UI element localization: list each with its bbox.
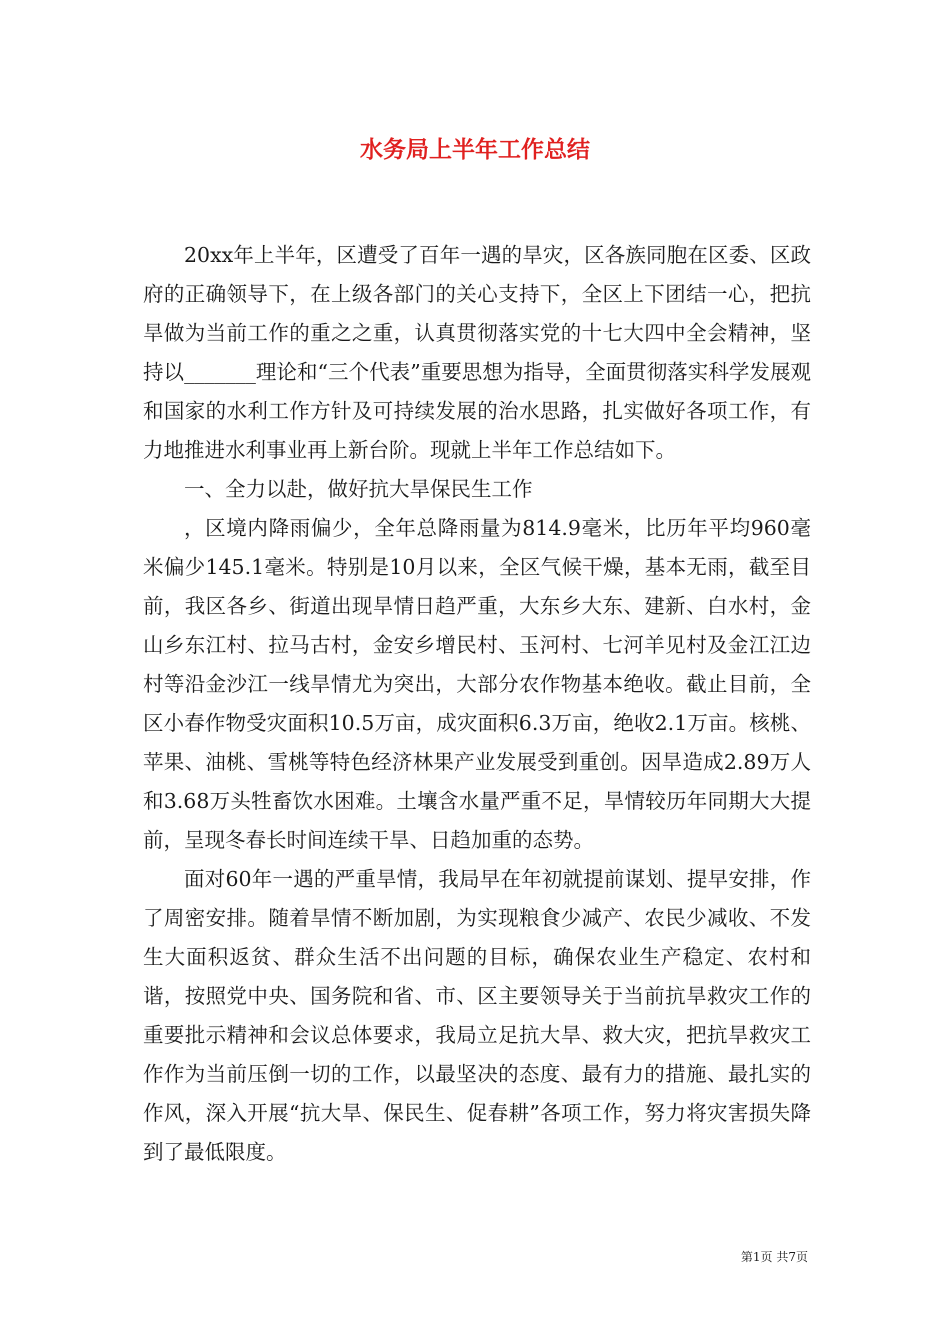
document-title: 水务局上半年工作总结 [360,136,590,163]
document-body [143,236,811,1172]
page-number-footer: 第1页 共7页 [740,1250,808,1264]
paragraph-response: 面对60年一遇的严重旱情，我局早在年初就提前谋划、提早安排，作了周密安排。随着旱情不断加剧，为实现粮食少减产、农民少减收、不发生大面积返贫、群众生活不出问题的目标，确保农业生产稳定、农村和谐，按照党中央、国务院和省、市、区主要领导关于当前抗旱救灾工作的重要批示精神和会议总体要求，我局立足抗大旱、救大灾，把抗旱救灾工作作为当前压倒一切的工作，以最坚决的态度、最有力的措施、最扎实的作风，深入开展“抗大旱、保民生、促春耕”各项工作，努力将灾害损失降到了最低限度。 [143,867,811,1164]
section-heading-1: 一、全力以赴，做好抗大旱保民生工作 [184,477,533,501]
paragraph-intro: 20xx年上半年，区遭受了百年一遇的旱灾，区各族同胞在区委、区政府的正确领导下，在上级各部门的关心支持下，全区上下团结一心，把抗旱做为当前工作的重之之重，认真贯彻落实党的十七大四中全会精神，坚持以_______理论和“三个代表”重要思想为指导，全面贯彻落实科学发展观和国家的水利工作方针及可持续发展的治水思路，扎实做好各项工作，有力地推进水利事业再上新台阶。现就上半年工作总结如下。 [143,243,811,462]
paragraph-drought-situation: ，区境内降雨偏少，全年总降雨量为814.9毫米，比历年平均960毫米偏少145.1毫米。特别是10月以来，全区气候干燥，基本无雨，截至目前，我区各乡、街道出现旱情日趋严重，大东乡大东、建新、白水村，金山乡东江村、拉马古村，金安乡增民村、玉河村、七河羊见村及金江江边村等沿金沙江一线旱情尤为突出，大部分农作物基本绝收。截止目前，全区小春作物受灾面积10.5万亩，成灾面积6.3万亩，绝收2.1万亩。核桃、苹果、油桃、雪桃等特色经济林果产业发展受到重创。因旱造成2.89万人和3.68万头牲畜饮水困难。土壤含水量严重不足，旱情较历年同期大大提前，呈现冬春长时间连续干旱、日趋加重的态势。 [143,516,811,852]
